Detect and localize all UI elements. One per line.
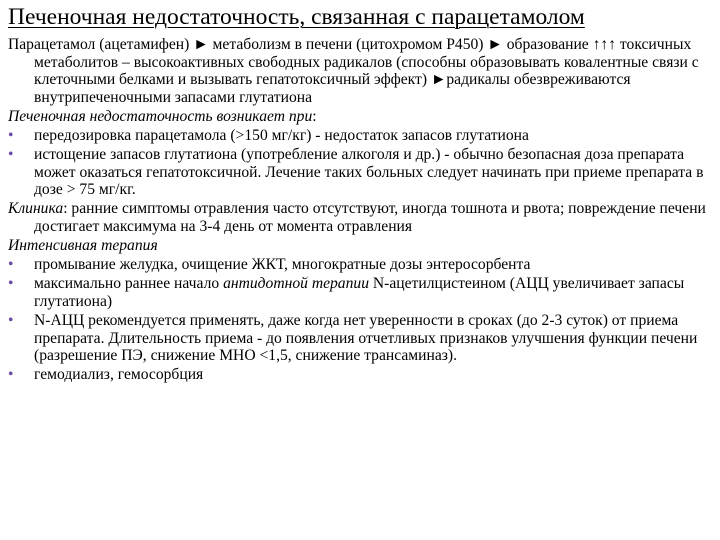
list-item-nac-duration [8, 312, 714, 365]
intro-paragraph: Парацетамол (ацетамифен) ► метаболизм в печени (цитохромом Р450) ► образование ↑↑↑ токсичных метаболитов – высокоактивных свободных радикалов (способны образовывать ковалентные связи с клеточными белками и вызывать гепатотоксичный эффект) ►радикалы обезвреживаются внутрипеченочными запасами глутатиона [8, 36, 699, 106]
list-item-text: N-АЦЦ рекомендуется применять, даже когда нет уверенности в сроках (до 2-3 суток) от приема препарата. Длительность приема - до появления отчетливых признаков улучшения функции печени (разрешение ПЭ, снижение МНО <1,5, снижение трансаминаз). [34, 311, 698, 365]
bullet-icon: • [8, 126, 14, 144]
list-item-text: передозировка парацетамола (>150 мг/кг) - недостаток запасов глутатиона [34, 126, 529, 144]
antidote-text-before: максимально раннее начало [34, 275, 224, 293]
slide-body [8, 36, 714, 384]
clinic-text: : ранние симптомы отравления часто отсутствуют, иногда тошнота и рвота; повреждение печени достигает максимума на 3-4 день от момента отравления [34, 200, 706, 235]
list-item-hemodialysis [8, 366, 714, 384]
list-item-antidote-therapy [8, 275, 714, 310]
bullet-icon: • [8, 311, 14, 329]
clinic-label: Клиника [8, 200, 64, 218]
list-item-text [34, 275, 684, 310]
bullet-icon: • [8, 256, 14, 274]
bullet-icon: • [8, 146, 14, 164]
occurs-heading [8, 108, 714, 126]
clinic-paragraph [8, 200, 714, 235]
antidote-text-after: N-ацетилцистеином (АЦЦ увеличивает запасы глутатиона) [34, 275, 685, 310]
list-item-text: гемодиализ, гемосорбция [34, 366, 204, 384]
list-item-glutathione-depletion [8, 146, 714, 199]
therapy-heading-text: Интенсивная терапия [8, 237, 158, 255]
list-item-text: промывание желудка, очищение ЖКТ, многократные дозы энтеросорбента [34, 256, 531, 274]
list-item-gastric-lavage [8, 256, 714, 274]
bullet-icon: • [8, 366, 14, 384]
list-item-overdose [8, 127, 714, 145]
antidote-text-italic: антидотной терапии [223, 275, 369, 293]
slide-title: Печеночная недостаточность, связанная с парацетамолом [8, 4, 585, 30]
bullet-icon: • [8, 275, 14, 293]
list-item-text: истощение запасов глутатиона (употребление алкоголя и др.) - обычно безопасная доза препарата может оказаться гепатотоксичной. Лечение таких больных следует начинать при приеме препарата в дозе > 75 мг/кг. [34, 146, 704, 199]
therapy-heading [8, 237, 714, 255]
occurs-heading-text: Печеночная недостаточность возникает при [8, 107, 313, 125]
occurs-heading-colon: : [312, 107, 317, 125]
